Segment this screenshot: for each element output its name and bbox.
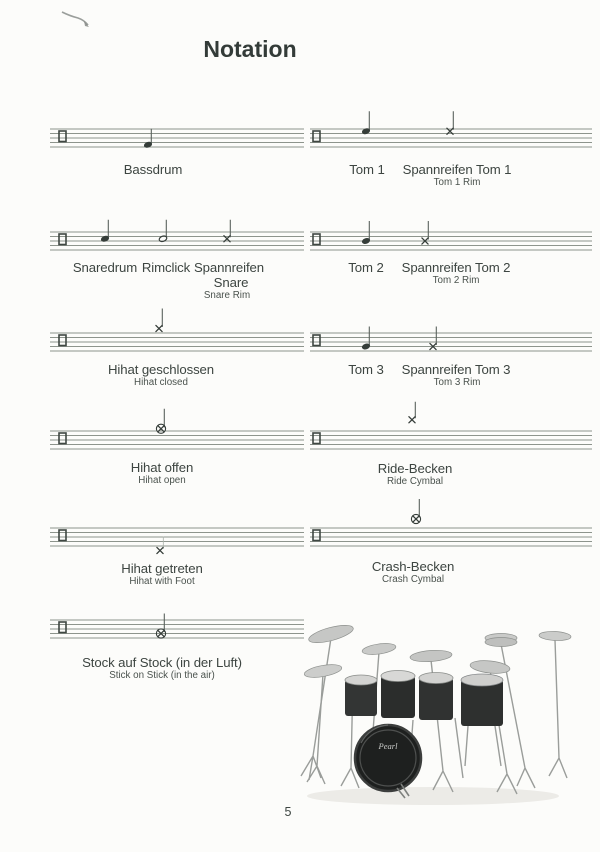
snare-staff-label-0: Snaredrum [72, 260, 138, 275]
tom2-staff-note-filled [361, 221, 371, 245]
tom3-staff-note-filled [361, 327, 371, 351]
snare-staff-note-x [224, 220, 230, 242]
tom2-staff-label-2: Tom 2 Rim [432, 275, 480, 286]
tom3-staff-label-1: Spannreifen Tom 3 [401, 362, 511, 377]
tom3-staff-label-0: Tom 3 [348, 362, 384, 377]
crash-staff-note-circle-x [411, 499, 420, 524]
tom1-staff-note-x [447, 111, 453, 134]
drumkit-photo [293, 608, 585, 813]
tom1-staff-label-1: Spannreifen Tom 1 [402, 162, 512, 177]
stick-on-stick-staff-note-circle-x [156, 614, 165, 639]
snare-staff-label-3: Snare [213, 275, 249, 290]
hihat-open-staff-label-1: Hihat open [138, 475, 186, 486]
stick-on-stick-staff-label-1: Stick on Stick (in the air) [109, 670, 215, 681]
bassdrum-staff-label-0: Bassdrum [123, 162, 183, 177]
snare-staff-note-open [158, 220, 167, 243]
ride-staff-note-x [409, 402, 415, 423]
tom2-staff-label-0: Tom 2 [348, 260, 384, 275]
crash-staff-label-0: Crash-Becken [371, 559, 455, 574]
tom1-staff-note-filled [361, 111, 371, 135]
snare-staff-note-filled [100, 220, 110, 243]
page-title: Notation [203, 36, 297, 62]
hihat-foot-staff-label-0: Hihat getreten [121, 561, 203, 576]
snare-staff-label-2: Spannreifen [193, 260, 265, 275]
bassdrum-staff-note-filled [143, 129, 153, 149]
hihat-foot-staff-note-x [157, 537, 163, 554]
tom1-staff-label-0: Tom 1 [349, 162, 385, 177]
tom2-staff-label-1: Spannreifen Tom 2 [401, 260, 511, 275]
hihat-closed-staff-label-0: Hihat geschlossen [107, 362, 215, 377]
page-number: 5 [284, 805, 292, 819]
snare-staff-label-4: Snare Rim [203, 290, 251, 301]
tom3-staff-label-2: Tom 3 Rim [433, 377, 481, 388]
ride-staff-label-1: Ride Cymbal [386, 476, 444, 487]
hihat-closed-staff-label-1: Hihat closed [134, 377, 188, 388]
snare-staff-label-1: Rimclick [141, 260, 191, 275]
crash-staff-label-1: Crash Cymbal [381, 574, 445, 585]
hihat-open-staff-label-0: Hihat offen [130, 460, 194, 475]
tom1-staff-label-2: Tom 1 Rim [433, 177, 481, 188]
hihat-closed-staff-note-x [156, 309, 162, 332]
ride-staff-label-0: Ride-Becken [377, 461, 453, 476]
scan-smudge [58, 6, 98, 32]
bassdrum-logo: Pearl [378, 741, 398, 751]
stick-on-stick-staff-label-0: Stock auf Stock (in der Luft) [82, 655, 242, 670]
hihat-foot-staff-label-1: Hihat with Foot [129, 576, 195, 587]
hihat-open-staff-note-circle-x [156, 409, 165, 434]
